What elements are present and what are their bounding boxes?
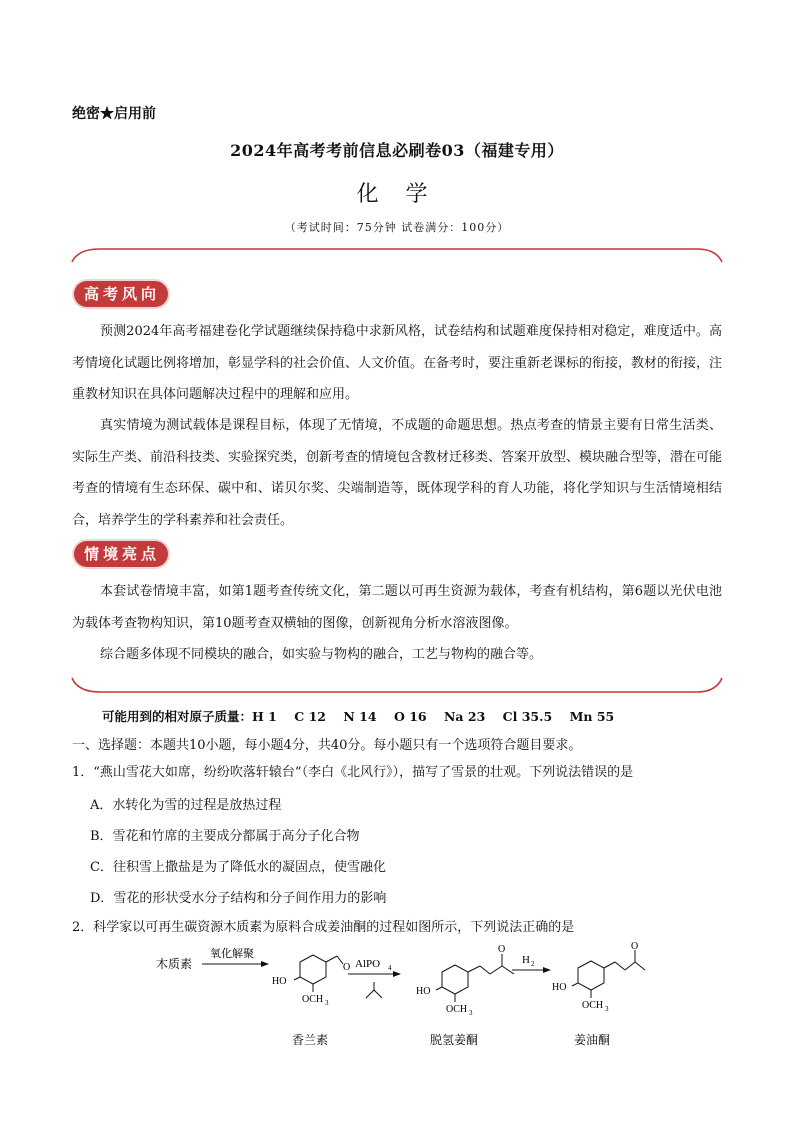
- acetone-structure: [366, 982, 382, 998]
- q1-option-b: B．雪花和竹席的主要成分都属于高分子化合物: [90, 829, 360, 844]
- dehydrozingerone-structure: [436, 954, 514, 1002]
- svg-text:4: 4: [388, 964, 392, 972]
- confidential-label: 绝密★启用前: [72, 106, 156, 122]
- paper-title: 2024年高考考前信息必刷卷03（福建专用）: [230, 141, 564, 160]
- svg-text:3: 3: [469, 1009, 473, 1017]
- part1-heading: 一、选择题：本题共10小题，每小题4分，共40分。每小题只有一个选项符合题目要求。: [72, 738, 582, 753]
- vanillin-label: 香兰素: [292, 1033, 329, 1047]
- lignin-label: 木质素: [156, 957, 193, 971]
- svg-text:3: 3: [325, 999, 329, 1007]
- svg-text:HO: HO: [272, 976, 287, 987]
- zingerone-label: 姜油酮: [574, 1033, 611, 1047]
- vanillin-structure: [294, 955, 343, 992]
- q1-option-a: A．水转化为雪的过程是放热过程: [90, 798, 282, 813]
- reaction-scheme: [150, 940, 650, 1055]
- q1-option-c: C．往积雪上撒盐是为了降低水的凝固点，使雪融化: [90, 860, 386, 875]
- subject-title: 化 学: [356, 182, 438, 207]
- svg-text:OCH: OCH: [302, 994, 324, 1005]
- exam-info: （考试时间：75分钟 试卷满分：100分）: [284, 221, 510, 234]
- q1-option-d: D．雪花的形状受水分子结构和分子间作用力的影响: [90, 891, 387, 906]
- question-1-stem: 1．“燕山雪花大如席，纷纷吹落轩辕台”（李白《北风行》），描写了雪景的壮观。下列说法错误的是: [72, 765, 634, 780]
- question-2-stem: 2．科学家以可再生碳资源木质素为原料合成姜油酮的过程如图所示，下列说法正确的是: [72, 920, 575, 935]
- dehydrozingerone-label: 脱氢姜酮: [430, 1033, 479, 1047]
- svg-text:O: O: [631, 941, 639, 952]
- atomic-masses: 可能用到的相对原子质量：H 1 C 12 N 14 O 16 Na 23 Cl 35.5 Mn 55: [102, 709, 615, 724]
- step3-label: H: [522, 954, 530, 966]
- svg-text:OCH: OCH: [446, 1004, 468, 1015]
- trend-paragraph-1: 预测2024年高考福建卷化学试题继续保持稳中求新风格，试卷结构和试题难度保持相对稳定，难度适中。高考情境化试题比例将增加，彰显学科的社会价值、人文价值。在备考时，要注重新老课标的衔接，教材的衔接，注重教材知识在具体问题解决过程中的理解和应用。: [72, 324, 723, 402]
- svg-text:3: 3: [605, 1005, 609, 1013]
- trend-paragraph-2: 真实情境为测试载体是课程目标，体现了无情境，不成题的命题思想。热点考查的情景主要有日常生活类、实际生产类、前沿科技类、实验探究类，创新考查的情境包含教材迁移类、答案开放型、模块融合型等，潜在可能考查的情境有生态环保、碳中和、诺贝尔奖、尖端制造等，既体现学科的育人功能，将化学知识与生活情境相结合，培养学生的学科素养和社会责任。: [72, 418, 723, 528]
- badge-trend: 高考风向: [74, 281, 168, 307]
- svg-text:OCH: OCH: [582, 1000, 604, 1011]
- highlight-paragraph-2: 综合题多体现不同模块的融合，如实验与物构的融合，工艺与物构的融合等。: [100, 647, 543, 662]
- step1-label: 氧化解聚: [210, 948, 254, 960]
- zingerone-structure: [572, 950, 645, 998]
- svg-text:2: 2: [531, 960, 535, 968]
- svg-text:O: O: [343, 962, 351, 973]
- highlight-paragraph-1: 本套试卷情境丰富，如第1题考查传统文化，第二题以可再生资源为载体，考查有机结构，第6题以光伏电池为载体考查物构知识，第10题考查双横轴的图像，创新视角分析水溶液图像。: [72, 584, 722, 631]
- badge-highlights: 情境亮点: [74, 541, 168, 567]
- svg-text:HO: HO: [416, 986, 431, 997]
- svg-text:O: O: [498, 944, 506, 955]
- step2-label: AlPO: [355, 958, 381, 970]
- svg-text:HO: HO: [552, 982, 567, 993]
